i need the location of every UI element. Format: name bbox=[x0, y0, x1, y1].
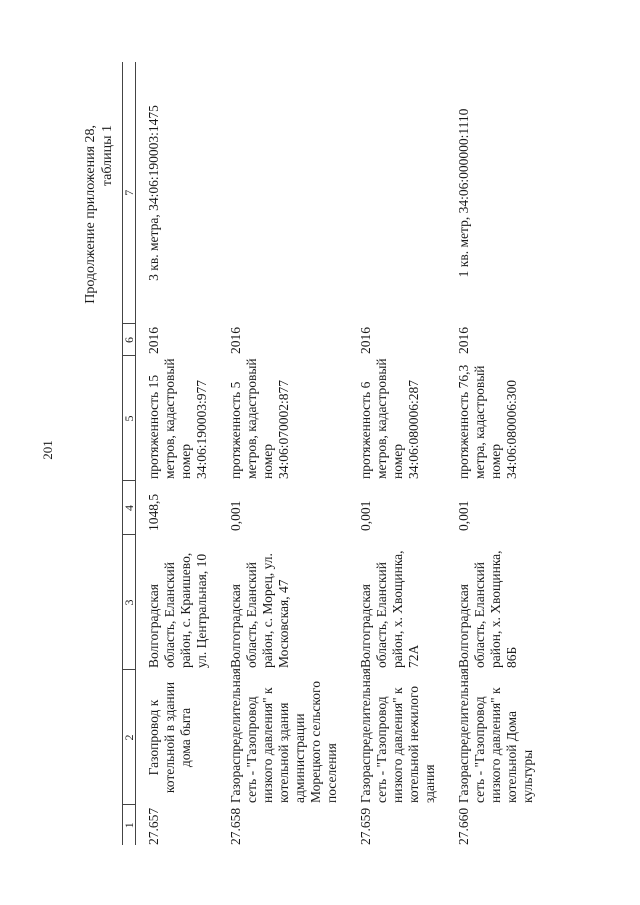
row-code: 27.659 bbox=[358, 807, 373, 845]
row-note bbox=[348, 62, 446, 324]
row-year: 2016 bbox=[358, 327, 373, 354]
column-header: 2 bbox=[123, 670, 136, 805]
column-header: 4 bbox=[123, 481, 136, 535]
column-header: 6 bbox=[123, 324, 136, 356]
row-characteristics: протяженность 5 метров, кадастровый номер 34:06:070002:877 bbox=[228, 358, 291, 479]
row-code: 27.658 bbox=[228, 807, 243, 845]
column-header: 3 bbox=[123, 535, 136, 670]
header-row bbox=[123, 62, 136, 845]
row-value: 0,001 bbox=[456, 500, 471, 531]
property-table bbox=[122, 62, 544, 845]
row-year: 2016 bbox=[146, 327, 161, 354]
table-row bbox=[218, 62, 348, 845]
row-name: Газораспределительная сеть - "Газопровод низкого давления" к котельной здания администрации Морецкого сельского поселения bbox=[228, 667, 339, 803]
continuation-line-1: Продолжение приложения 28, bbox=[83, 125, 98, 304]
page-number: 201 bbox=[40, 440, 55, 460]
row-value: 0,001 bbox=[358, 500, 373, 531]
column-header: 1 bbox=[123, 805, 136, 845]
continuation-caption bbox=[82, 125, 116, 304]
row-year: 2016 bbox=[228, 327, 243, 354]
row-address: Волгоградская область, Еланский район, х. Хвощинка, 72А bbox=[358, 550, 421, 668]
row-characteristics: протяженность 6 метров, кадастровый номер 34:06:080006:287 bbox=[358, 358, 421, 479]
row-name: Газораспределительная сеть - "Газопровод низкого давления" к котельной нежилого здания bbox=[358, 667, 437, 803]
row-code: 27.657 bbox=[146, 807, 161, 845]
column-header: 5 bbox=[123, 356, 136, 481]
column-header: 7 bbox=[123, 62, 136, 324]
table-row bbox=[446, 62, 544, 845]
row-value: 1048,5 bbox=[146, 493, 161, 531]
row-characteristics: протяженность 15 метров, кадастровый номер 34:06:190003:977 bbox=[146, 358, 209, 479]
row-note bbox=[218, 62, 348, 324]
continuation-line-2: таблицы 1 bbox=[100, 125, 115, 187]
row-note: 3 кв. метра, 34:06:190003:1475 bbox=[146, 105, 161, 281]
row-name: Газопровод к котельной в здании дома быта bbox=[146, 681, 193, 794]
row-year: 2016 bbox=[456, 327, 471, 354]
row-characteristics: протяженность 76,3 метра, кадастровый номер 34:06:080006:300 bbox=[456, 364, 519, 479]
row-code: 27.660 bbox=[456, 807, 471, 845]
row-address: Волгоградская область, Еланский район, х. Хвощинка, 86Б bbox=[456, 550, 519, 668]
row-value: 0,001 bbox=[228, 500, 243, 531]
table-row bbox=[136, 62, 219, 845]
row-address: Волгоградская область, Еланский район, с. Краишево, ул. Центральная, 10 bbox=[146, 552, 209, 668]
row-address: Волгоградская область, Еланский район, с. Морец, ул. Московская, 47 bbox=[228, 553, 291, 668]
row-name: Газораспределительная сеть - "Газопровод низкого давления" к котельной Дома культуры bbox=[456, 667, 535, 803]
row-note: 1 кв. метр, 34:06:000000:1110 bbox=[456, 108, 471, 278]
table-row bbox=[348, 62, 446, 845]
